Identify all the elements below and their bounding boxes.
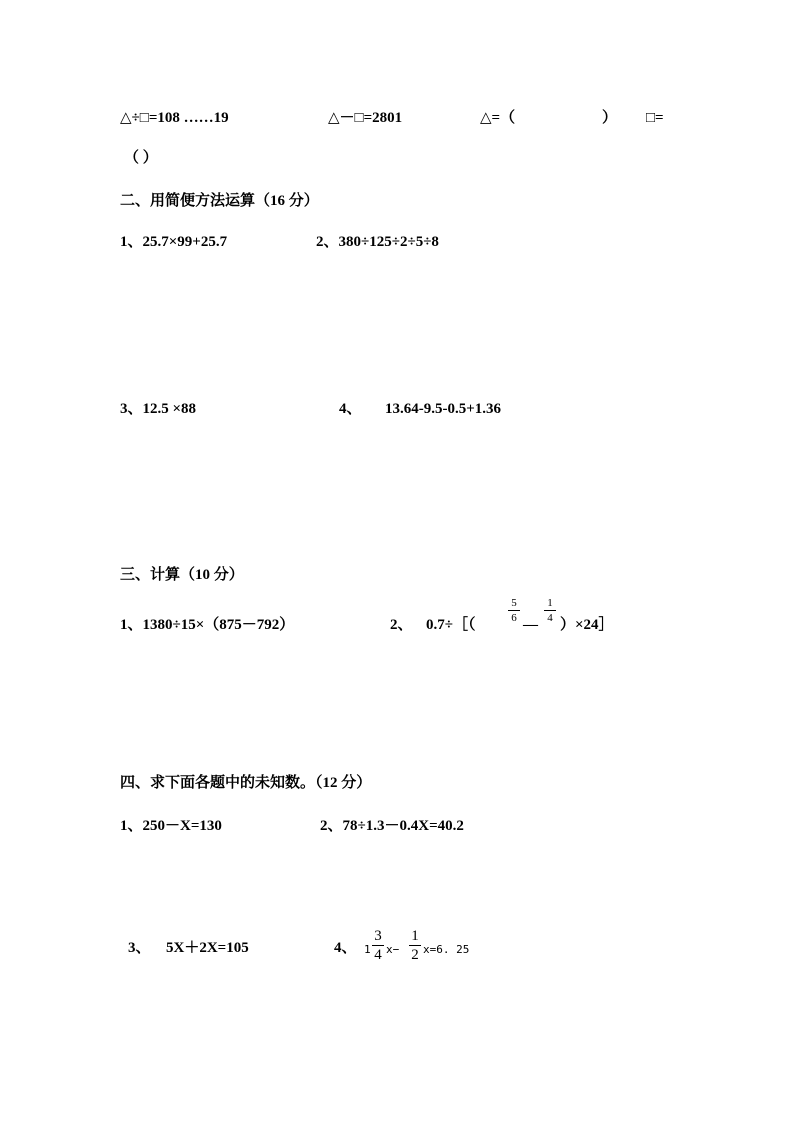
intro-eq-1: △÷□=108 ……19 xyxy=(120,110,229,126)
section-2-question-4: 13.64-9.5-0.5+1.36 xyxy=(385,401,502,417)
intro-eq-3: △=（ xyxy=(480,110,516,126)
fraction-one-quarter xyxy=(544,597,556,624)
fraction-bar xyxy=(544,610,556,611)
section-3-title: 三、计算（10 分） xyxy=(120,567,244,583)
section-4-question-2: 2、78÷1.3－0.4X=40.2 xyxy=(320,818,464,834)
section-2-question-3: 3、12.5 ×88 xyxy=(120,401,197,417)
fraction-five-sixths xyxy=(508,597,520,624)
fraction-denominator: 4 xyxy=(374,947,382,963)
fraction-denominator: 6 xyxy=(511,612,517,624)
section-4-title: 四、求下面各题中的未知数。（12 分） xyxy=(120,775,372,791)
section-2-question-2: 2、380÷125÷2÷5÷8 xyxy=(316,234,439,250)
section-3-question-2-prefix: 0.7÷［（ xyxy=(426,617,476,633)
section-2-question-1: 1、25.7×99+25.7 xyxy=(120,234,228,250)
section-4-question-3: 5X＋2X=105 xyxy=(166,940,249,956)
fraction-numerator: 5 xyxy=(511,597,517,609)
section-3-question-1: 1、1380÷15×（875－792） xyxy=(120,617,295,633)
intro-eq-2: △－□=2801 xyxy=(328,110,403,126)
fraction-numerator: 1 xyxy=(411,928,419,944)
section-4-question-4-middle: x− xyxy=(386,943,400,956)
fraction-bar xyxy=(372,945,384,946)
section-4-question-4-number: 4、 xyxy=(334,940,357,956)
fraction-numerator: 3 xyxy=(374,928,382,944)
fraction-numerator: 1 xyxy=(547,597,553,609)
section-2-question-4-number: 4、 xyxy=(339,401,362,417)
fraction-bar xyxy=(508,610,520,611)
mixed-number-whole: 1 xyxy=(364,943,371,956)
intro-eq-3-close: ） xyxy=(602,110,618,126)
section-2-title: 二、用简便方法运算（16 分） xyxy=(120,193,319,209)
fraction-denominator: 4 xyxy=(547,612,553,624)
intro-eq-4-cont: （ ） xyxy=(124,150,158,166)
fraction-bar xyxy=(409,945,421,946)
section-3-question-2-suffix: ）×24］ xyxy=(560,617,614,633)
fraction-three-quarters xyxy=(372,928,384,963)
fraction-one-half xyxy=(409,928,421,963)
section-4-question-3-number: 3、 xyxy=(128,940,151,956)
section-3-question-2-minus: — xyxy=(523,617,538,633)
section-3-question-2-number: 2、 xyxy=(390,617,413,633)
intro-eq-4: □= xyxy=(646,110,664,126)
section-4-question-1: 1、250－X=130 xyxy=(120,818,222,834)
fraction-denominator: 2 xyxy=(411,947,419,963)
section-4-question-4-end: x=6. 25 xyxy=(423,943,470,956)
